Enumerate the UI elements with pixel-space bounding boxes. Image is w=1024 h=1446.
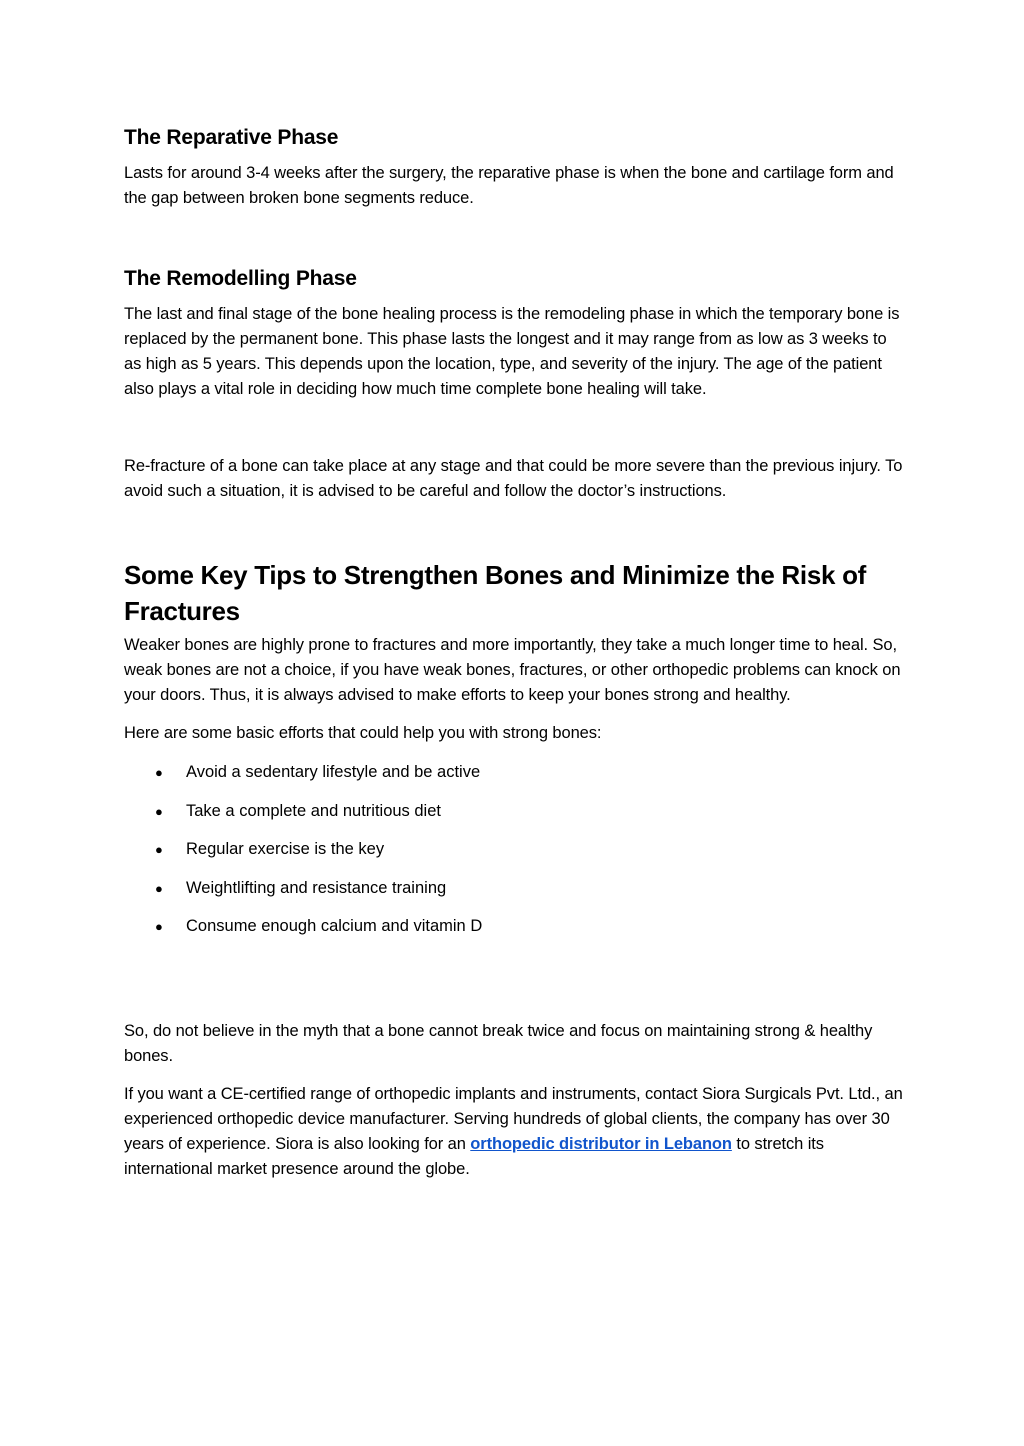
tips-lead: Here are some basic efforts that could help you with strong bones: bbox=[124, 724, 602, 742]
reparative-heading: The Reparative Phase bbox=[124, 126, 339, 149]
refracture-body: Re-fracture of a bone can take place at any stage and that could be more severe than the previous injury. To avoid such a situation, it is advised to be careful and follow the doctor’s instructions. bbox=[124, 457, 903, 500]
tips-list bbox=[124, 760, 904, 953]
myth-paragraph: So, do not believe in the myth that a bone cannot break twice and focus on maintaining strong & healthy bones. bbox=[124, 1022, 873, 1065]
closing-section bbox=[124, 1019, 904, 1182]
contact-paragraph bbox=[124, 1082, 904, 1182]
list-item bbox=[124, 876, 904, 915]
reparative-body: Lasts for around 3-4 weeks after the surgery, the reparative phase is when the bone and cartilage form and the gap between broken bone segments reduce. bbox=[124, 164, 894, 207]
remodelling-section bbox=[124, 265, 904, 402]
list-item-text: Take a complete and nutritious diet bbox=[186, 801, 441, 820]
list-item-text: Weightlifting and resistance training bbox=[186, 878, 447, 897]
contact-text-after: to stretch its international market presence around the globe. bbox=[124, 1135, 824, 1178]
remodelling-heading: The Remodelling Phase bbox=[124, 267, 357, 290]
bullet-icon: ● bbox=[155, 765, 163, 780]
list-item-text: Regular exercise is the key bbox=[186, 840, 385, 858]
bullet-icon: ● bbox=[155, 880, 163, 896]
bullet-icon: ● bbox=[155, 842, 163, 857]
contact-text-before: If you want a CE-certified range of orthopedic implants and instruments, contact Siora Surgicals Pvt. Ltd., an experienced orthopedic device manufacturer. Serving hundreds of global clients, the company has over 30 years of experience. Siora is also looking for an bbox=[124, 1085, 903, 1153]
distributor-link[interactable]: orthopedic distributor in Lebanon bbox=[470, 1135, 732, 1153]
remodelling-body: The last and final stage of the bone healing process is the remodeling phase in which the temporary bone is replaced by the permanent bone. This phase lasts the longest and it may range from as low as 3 weeks to as high as 5 years. This depends upon the location, type, and severity of the injury. The age of the patient also plays a vital role in deciding how much time complete bone healing will take. bbox=[124, 305, 900, 398]
tips-heading: Some Key Tips to Strengthen Bones and Minimize the Risk of Fractures bbox=[124, 560, 867, 626]
tips-intro: Weaker bones are highly prone to fractures and more importantly, they take a much longer time to heal. So, weak bones are not a choice, if you have weak bones, fractures, or other orthopedic problems can knock on your doors. Thus, it is always advised to make efforts to keep your bones strong and healthy. bbox=[124, 636, 901, 704]
bullet-icon: ● bbox=[155, 803, 163, 819]
reparative-section bbox=[124, 124, 904, 211]
list-item bbox=[124, 760, 904, 799]
list-item-text: Consume enough calcium and vitamin D bbox=[186, 917, 483, 935]
list-item bbox=[124, 799, 904, 838]
bullet-icon: ● bbox=[155, 919, 163, 934]
list-item bbox=[124, 914, 904, 953]
tips-section bbox=[124, 557, 904, 953]
list-item-text: Avoid a sedentary lifestyle and be active bbox=[186, 763, 481, 781]
refracture-section bbox=[124, 454, 904, 504]
list-item bbox=[124, 837, 904, 876]
